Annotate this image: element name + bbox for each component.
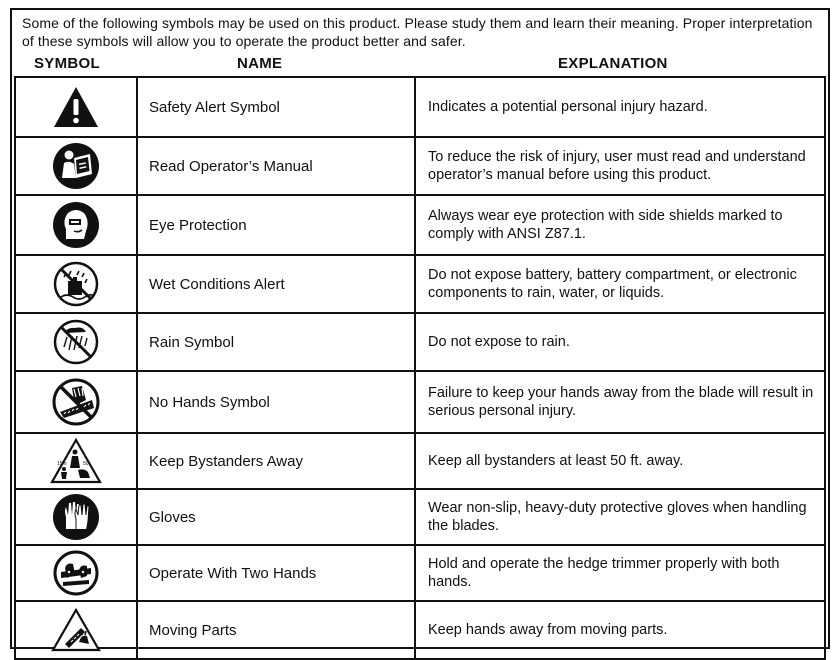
no-hands-icon <box>52 378 100 426</box>
safety-alert-icon <box>52 85 100 129</box>
symbol-explanation: Always wear eye protection with side shields marked to comply with ANSI Z87.1. <box>415 195 825 255</box>
table-row <box>15 255 825 313</box>
symbol-name: Keep Bystanders Away <box>137 433 415 489</box>
moving-parts-icon <box>51 608 101 652</box>
symbol-explanation: Keep all bystanders at least 50 ft. away. <box>415 433 825 489</box>
table-row <box>15 601 825 659</box>
header-explanation: EXPLANATION <box>558 55 668 72</box>
table-row <box>15 371 825 433</box>
symbol-explanation: Indicates a potential personal injury hazard. <box>415 77 825 137</box>
gloves-icon <box>52 493 100 541</box>
svg-text:50': 50' <box>83 461 90 467</box>
two-hands-icon <box>53 550 99 596</box>
symbol-name: Read Operator’s Manual <box>137 137 415 195</box>
table-row <box>15 137 825 195</box>
symbol-name: Eye Protection <box>137 195 415 255</box>
symbol-name: Rain Symbol <box>137 313 415 371</box>
symbol-explanation: Wear non-slip, heavy-duty protective gloves when handling the blades. <box>415 489 825 545</box>
table-row <box>15 545 825 601</box>
symbol-name: No Hands Symbol <box>137 371 415 433</box>
symbols-frame <box>10 8 830 649</box>
symbol-explanation: Do not expose to rain. <box>415 313 825 371</box>
header-symbol: SYMBOL <box>34 55 100 72</box>
symbol-name: Safety Alert Symbol <box>137 77 415 137</box>
symbol-explanation: Do not expose battery, battery compartment, or electronic components to rain, water, or liquids. <box>415 255 825 313</box>
wet-conditions-icon <box>53 261 99 307</box>
symbol-explanation: Hold and operate the hedge trimmer properly with both hands. <box>415 545 825 601</box>
table-row <box>15 195 825 255</box>
bystanders-icon <box>50 438 102 484</box>
symbol-explanation: Keep hands away from moving parts. <box>415 601 825 659</box>
rain-icon <box>53 319 99 365</box>
symbol-name: Moving Parts <box>137 601 415 659</box>
symbol-name: Wet Conditions Alert <box>137 255 415 313</box>
header-name: NAME <box>237 55 283 72</box>
eye-protection-icon <box>52 201 100 249</box>
symbol-explanation: Failure to keep your hands away from the blade will result in serious personal injury. <box>415 371 825 433</box>
symbols-table <box>14 76 826 660</box>
symbol-explanation: To reduce the risk of injury, user must read and understand operator’s manual before using this product. <box>415 137 825 195</box>
operators-manual-icon <box>52 142 100 190</box>
symbol-name: Gloves <box>137 489 415 545</box>
symbol-name: Operate With Two Hands <box>137 545 415 601</box>
table-row <box>15 77 825 137</box>
table-row <box>15 489 825 545</box>
table-row <box>15 313 825 371</box>
svg-text:15m: 15m <box>57 461 67 467</box>
table-row <box>15 433 825 489</box>
intro-text: Some of the following symbols may be used on this product. Please study them and learn their meaning. Proper interpretation of these symbols will allow you to operate the product better and safer. <box>22 15 813 49</box>
